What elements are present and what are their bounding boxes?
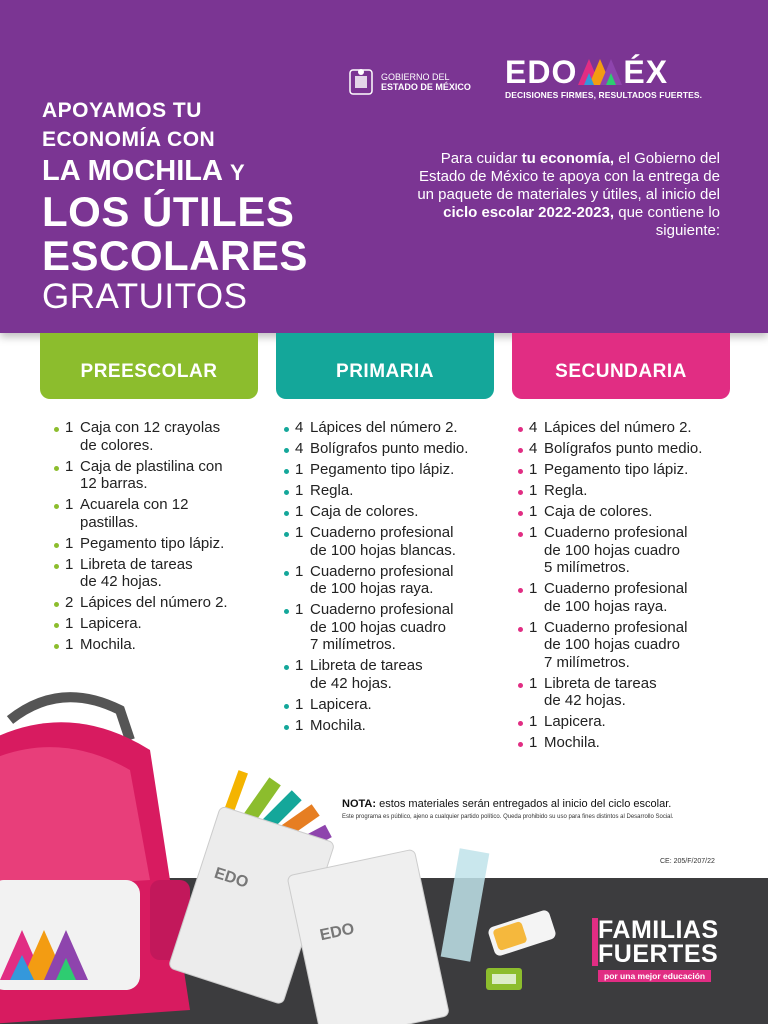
edomex-word-left: EDO [505, 54, 578, 90]
title-line3 [42, 154, 308, 190]
note-block [342, 798, 742, 820]
item-quantity: 1 [65, 534, 74, 552]
gov-logo-line2: ESTADO DE MÉXICO [381, 82, 471, 92]
item-text: Lápices del número 2. [80, 594, 228, 611]
item-text: Pegamento tipo lápiz. [544, 461, 689, 478]
item-quantity: 4 [529, 440, 538, 457]
bullet-icon [284, 490, 289, 495]
item-text: Cuaderno profesional de 100 hojas raya. [544, 580, 688, 615]
bullet-icon [284, 571, 289, 576]
item-quantity: 2 [65, 594, 74, 611]
list-item [518, 482, 748, 500]
familias-accent-bar [592, 918, 598, 966]
item-text: Regla. [544, 482, 588, 499]
note-main [342, 798, 742, 810]
bullet-icon [518, 448, 523, 453]
list-item [54, 636, 264, 654]
title-line2: ECONOMÍA CON [42, 128, 216, 151]
bullet-icon [518, 532, 523, 537]
primaria-header: PRIMARIA [276, 333, 494, 399]
bullet-icon [284, 665, 289, 670]
item-text: Regla. [310, 482, 354, 499]
item-quantity: 1 [65, 496, 74, 513]
bullet-icon [284, 448, 289, 453]
item-quantity: 1 [65, 457, 74, 475]
list-item [518, 419, 748, 437]
list-item [518, 440, 748, 458]
edomex-slogan: DECISIONES FIRMES, RESULTADOS FUERTES. [505, 90, 703, 100]
familias-tagline: por una mejor educación [598, 970, 711, 982]
list-item [284, 601, 504, 654]
bullet-icon [518, 627, 523, 632]
item-text: Lapicera. [310, 695, 372, 713]
item-quantity: 1 [529, 503, 538, 520]
title-line1: APOYAMOS TU [42, 99, 202, 122]
backpack-icon [0, 697, 190, 1024]
item-text: Pegamento tipo lápiz. [80, 534, 225, 552]
intro-paragraph [400, 150, 720, 240]
title-line4: LOS ÚTILES [42, 188, 295, 235]
bullet-icon [518, 490, 523, 495]
item-quantity: 1 [65, 636, 74, 653]
rainbow-m-icon [578, 59, 622, 85]
preescolar-list [54, 419, 264, 657]
item-quantity: 1 [295, 716, 304, 734]
ce-code: CE: 205/F/207/22 [660, 858, 715, 865]
item-text: Lápices del número 2. [544, 419, 692, 436]
list-item [54, 615, 264, 633]
secundaria-header: SECUNDARIA [512, 333, 730, 399]
item-quantity: 1 [65, 615, 74, 632]
bullet-icon [54, 427, 59, 432]
title-line5: ESCOLARES [42, 232, 308, 279]
item-quantity: 4 [529, 419, 538, 436]
list-item [284, 503, 504, 521]
item-quantity: 1 [295, 562, 304, 580]
item-text: Libreta de tareas de 42 hojas. [544, 674, 657, 709]
notebook-logo-2: EDO [318, 920, 356, 945]
item-text: Cuaderno profesional de 100 hojas blancas. [310, 524, 456, 559]
list-item [54, 458, 264, 493]
bullet-icon [54, 504, 59, 509]
item-text: Mochila. [310, 716, 366, 734]
title-line3a: LA MOCHILA [42, 155, 230, 187]
bullet-icon [518, 427, 523, 432]
bullet-icon [54, 602, 59, 607]
item-text: Cuaderno profesional de 100 hojas cuadro 5 milímetros. [544, 524, 688, 576]
item-text: Acuarela con 12 pastillas. [80, 496, 189, 531]
intro-bold-1: tu economía, [521, 150, 615, 167]
bullet-icon [284, 511, 289, 516]
item-text: Caja de colores. [310, 503, 419, 520]
item-text: Bolígrafos punto medio. [544, 440, 703, 457]
item-quantity: 1 [529, 524, 538, 541]
item-text: Caja de plastilina con 12 barras. [80, 457, 223, 492]
list-item [54, 419, 264, 454]
edomex-word-right: ÉX [623, 54, 669, 90]
list-item [518, 461, 748, 479]
bullet-icon [54, 466, 59, 471]
item-text: Cuaderno profesional de 100 hojas cuadro 7 milímetros. [544, 618, 688, 671]
eraser-icon [487, 909, 557, 957]
list-item [284, 461, 504, 479]
item-text: Libreta de tareas de 42 hojas. [80, 555, 193, 590]
list-item [284, 440, 504, 458]
item-text: Pegamento tipo lápiz. [310, 461, 455, 478]
item-text: Mochila. [544, 734, 600, 751]
item-text: Caja de colores. [544, 503, 653, 520]
notebook-icon-2 [287, 849, 450, 1024]
item-quantity: 1 [295, 482, 304, 499]
item-quantity: 1 [529, 580, 538, 597]
item-quantity: 1 [295, 601, 304, 618]
item-quantity: 1 [529, 618, 538, 636]
bullet-icon [54, 623, 59, 628]
page-title [42, 96, 308, 316]
list-item [54, 496, 264, 531]
intro-bold-2: ciclo escolar 2022-2023, [443, 204, 615, 221]
edomex-logo [505, 56, 702, 100]
item-quantity: 1 [529, 461, 538, 478]
intro-text-1: Para cuidar [440, 150, 522, 167]
title-line3b: Y [229, 160, 245, 185]
item-text: Cuaderno profesional de 100 hojas cuadro 7 milímetros. [310, 601, 454, 653]
list-item [518, 503, 748, 521]
header-banner [0, 0, 768, 333]
item-text: Lápices del número 2. [310, 419, 458, 436]
list-item [518, 524, 748, 577]
bullet-icon [54, 543, 59, 548]
list-item [284, 419, 504, 437]
list-item [54, 535, 264, 553]
item-text: Mochila. [80, 636, 136, 653]
item-text: Bolígrafos punto medio. [310, 440, 469, 457]
familias-fuertes-logo [598, 918, 719, 984]
item-quantity: 1 [295, 461, 304, 478]
note-text: estos materiales serán entregados al inicio del ciclo escolar. [376, 798, 672, 810]
list-item [518, 619, 748, 672]
item-text: Cuaderno profesional de 100 hojas raya. [310, 562, 454, 597]
list-item [518, 580, 748, 615]
government-logo [347, 66, 471, 98]
item-quantity: 1 [295, 503, 304, 520]
item-quantity: 1 [529, 482, 538, 499]
title-line6: GRATUITOS [42, 277, 248, 316]
bullet-icon [284, 609, 289, 614]
familias-line2: FUERTES [598, 940, 719, 968]
item-quantity: 1 [295, 695, 304, 713]
note-disclaimer: Este programa es público, ajeno a cualquier partido político. Queda prohibido su uso para fines distintos al Desarrollo Social. [342, 814, 674, 820]
bullet-icon [518, 588, 523, 593]
intro-text-3: que contiene lo siguiente: [614, 204, 720, 239]
item-quantity: 1 [65, 555, 74, 573]
gov-logo-line1: GOBIERNO DEL [381, 72, 450, 82]
item-quantity: 1 [295, 657, 304, 674]
list-item [284, 524, 504, 559]
bullet-icon [518, 511, 523, 516]
item-quantity: 1 [529, 713, 538, 730]
item-quantity: 1 [529, 674, 538, 692]
list-item [54, 556, 264, 591]
note-label: NOTA: [342, 798, 377, 810]
item-quantity: 1 [65, 419, 74, 436]
intro-text-2: el Gobierno del Estado de México te apoya con la entrega de un paquete de materiales y útiles, al inicio del [417, 150, 720, 203]
item-quantity: 1 [529, 734, 538, 751]
ruler-icon [441, 848, 490, 962]
item-text: Lapicera. [544, 713, 606, 730]
list-item [54, 594, 264, 612]
school-supplies-illustration [0, 680, 560, 1024]
item-text: Lapicera. [80, 615, 142, 632]
item-quantity: 4 [295, 419, 304, 436]
bullet-icon [54, 644, 59, 649]
familias-line1: FAMILIAS [598, 916, 719, 944]
preescolar-header: PREESCOLAR [40, 333, 258, 399]
bullet-icon [284, 469, 289, 474]
bullet-icon [284, 532, 289, 537]
item-text: Caja con 12 crayolas de colores. [80, 419, 221, 454]
state-seal-icon [347, 66, 375, 98]
sharpener-icon [486, 968, 522, 990]
item-quantity: 1 [295, 524, 304, 541]
bullet-icon [54, 564, 59, 569]
item-text: Libreta de tareas de 42 hojas. [310, 657, 423, 692]
list-item [284, 563, 504, 598]
bullet-icon [518, 469, 523, 474]
list-item [284, 482, 504, 500]
bullet-icon [284, 427, 289, 432]
item-quantity: 4 [295, 440, 304, 457]
notebook-logo-1: EDO [212, 864, 251, 892]
